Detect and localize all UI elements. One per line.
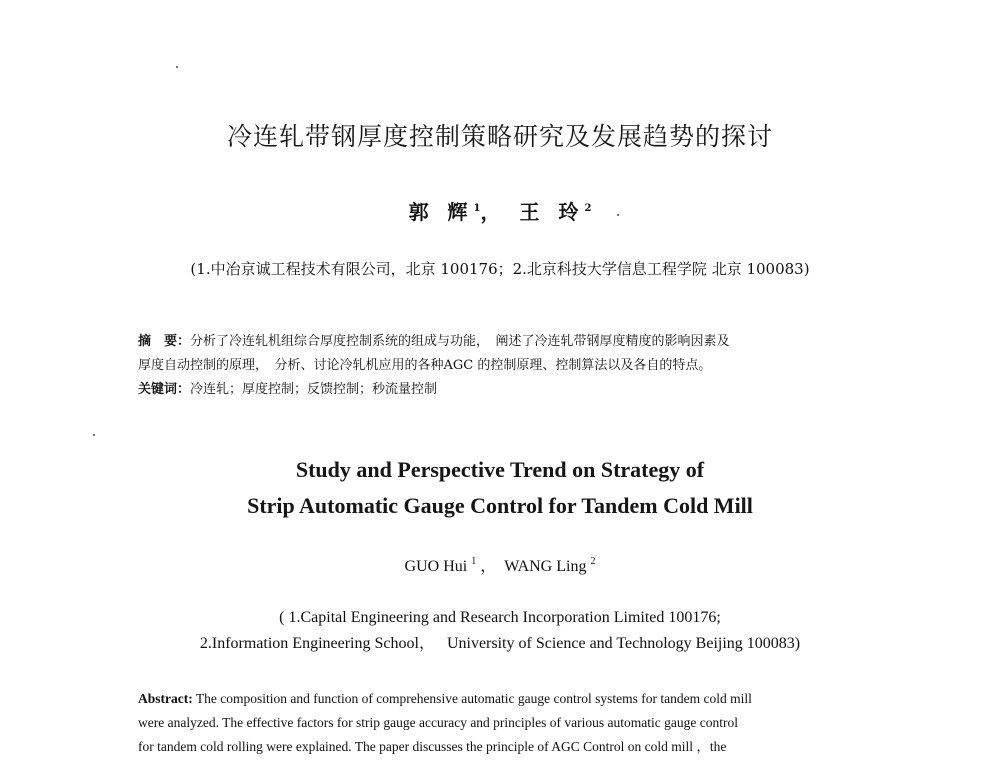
keywords-label-zh: 关键词： (138, 382, 191, 397)
scan-speck (93, 434, 95, 436)
chinese-abstract-line (138, 330, 858, 354)
english-abstract-line (138, 687, 878, 711)
author-1-affil-mark-en: 1 (471, 556, 477, 567)
abstract-text-en-1: The composition and function of comprehensive automatic gauge control systems for tandem cold mill (195, 691, 752, 706)
chinese-title: 冷连轧带钢厚度控制策略研究及发展趋势的探讨 (226, 122, 773, 151)
author-1-affil-mark: 1 (473, 203, 481, 214)
author-2-name-zh: 王 玲 (519, 200, 585, 224)
author-separator: ， (480, 200, 507, 224)
abstract-label-en: Abstract: (138, 691, 193, 706)
english-title (0, 452, 1000, 524)
author-2-affil-mark: 2 (584, 203, 592, 214)
english-affiliation-line-1: ( 1.Capital Engineering and Research Incorporation Limited 100176; (279, 609, 721, 626)
abstract-text-zh-2: 厚度自动控制的原理， 分析、讨论冷轧机应用的各种AGC 的控制原理、控制算法以及各自的特点。 (138, 358, 712, 373)
author-separator-en: ， (480, 558, 497, 575)
scan-speck (176, 66, 178, 68)
abstract-text-en-2: were analyzed. The effective factors for strip gauge accuracy and principles of various automatic gauge control (138, 715, 738, 730)
author-2-affil-mark-en: 2 (590, 556, 596, 567)
english-abstract-line (138, 711, 878, 735)
author-1-name-en: GUO Hui (404, 558, 468, 575)
keywords-text-zh: 冷连轧；厚度控制；反馈控制；秒流量控制 (190, 382, 438, 397)
author-2-name-en: WANG Ling (504, 558, 587, 575)
english-affiliation (0, 605, 1000, 657)
english-abstract-line (138, 735, 878, 759)
english-title-line-2: Strip Automatic Gauge Control for Tandem Cold Mill (247, 493, 753, 518)
english-authors (0, 553, 1000, 576)
chinese-abstract-line (138, 354, 858, 378)
chinese-affiliation: (1.中冶京诚工程技术有限公司，北京 100176；2.北京科技大学信息工程学院 北京 100083) (190, 260, 810, 278)
abstract-text-zh-1: 分析了冷连轧机组综合厚度控制系统的组成与功能， 阐述了冷连轧带钢厚度精度的影响因素及 (190, 334, 730, 349)
chinese-abstract (138, 330, 858, 402)
chinese-authors (0, 196, 1000, 225)
abstract-label-zh: 摘 要： (138, 334, 191, 349)
english-affiliation-line-2: 2.Information Engineering School， University of Science and Technology Beijing 100083) (199, 635, 801, 652)
abstract-text-en-3: for tandem cold rolling were explained. The paper discusses the principle of AGC Control on cold mill ，the (138, 739, 727, 754)
english-abstract (138, 687, 878, 759)
english-title-line-1: Study and Perspective Trend on Strategy of (295, 457, 705, 482)
author-1-name-zh: 郭 辉 (408, 200, 474, 224)
chinese-keywords (138, 378, 858, 402)
